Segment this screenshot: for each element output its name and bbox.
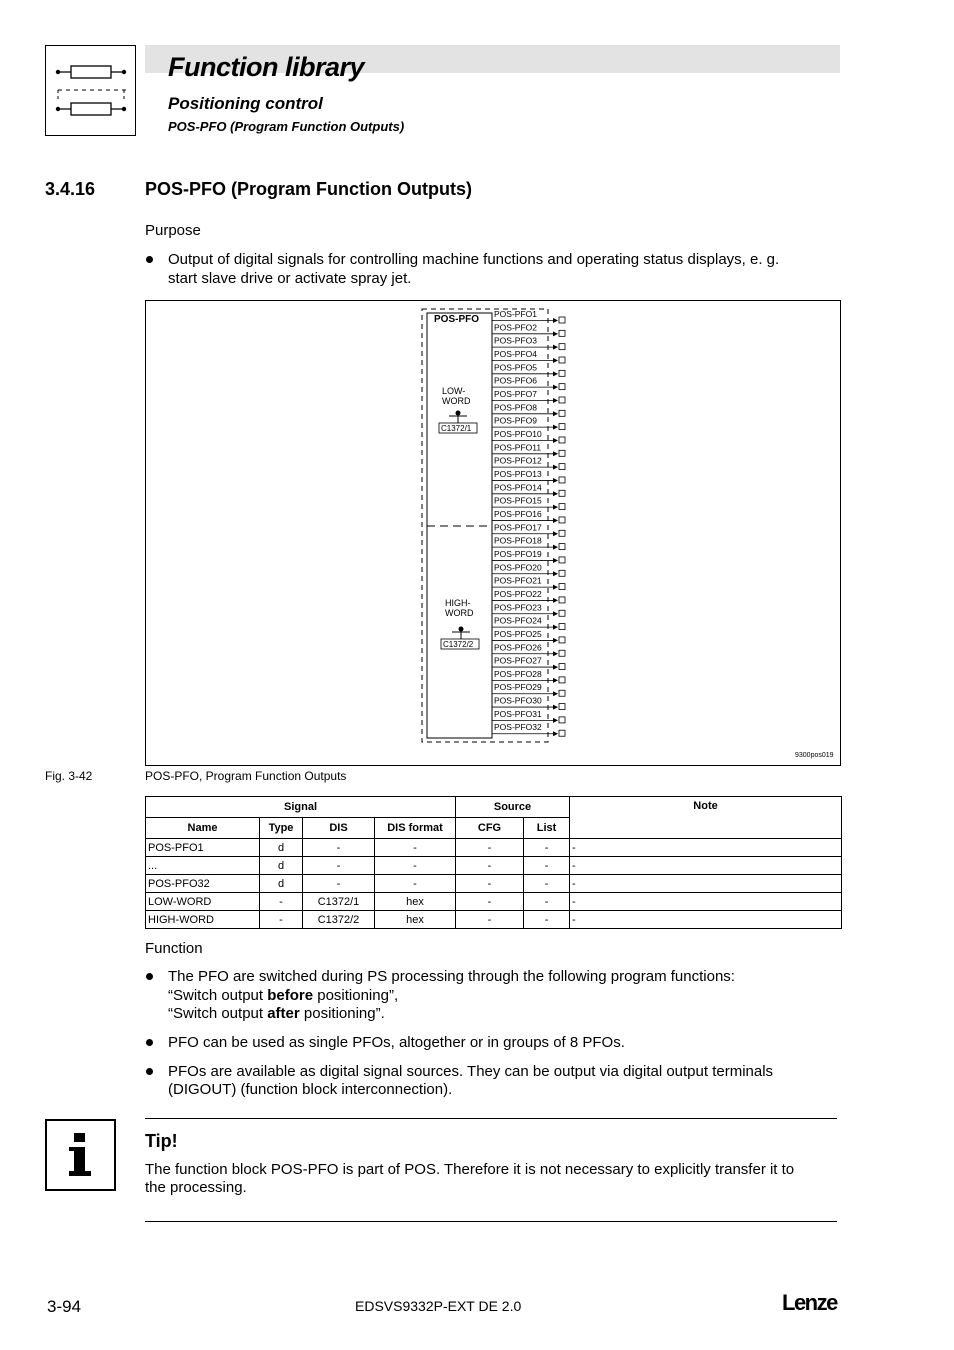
bullet-icon — [146, 256, 153, 263]
arrow-icon — [553, 518, 558, 523]
arrow-icon — [553, 465, 558, 470]
output-row — [492, 362, 565, 376]
cell-list: - — [524, 857, 570, 875]
output-row — [492, 629, 565, 643]
display-point-icon — [459, 627, 464, 632]
cell-note: - — [570, 857, 842, 875]
arrow-icon — [553, 585, 558, 590]
page-title: Function library — [168, 52, 365, 82]
cell-name: HIGH-WORD — [146, 911, 260, 929]
arrow-icon — [553, 598, 558, 603]
output-terminal-icon — [559, 637, 565, 643]
lenze-logo: Lenze — [782, 1290, 837, 1315]
cell-name: ... — [146, 857, 260, 875]
output-terminal-icon — [559, 530, 565, 536]
output-row — [492, 522, 565, 536]
arrow-icon — [553, 438, 558, 443]
cell-cfg: - — [456, 911, 524, 929]
output-terminal-icon — [559, 317, 565, 323]
arrow-icon — [553, 611, 558, 616]
output-row — [492, 642, 565, 656]
arrow-icon — [553, 358, 558, 363]
arrow-icon — [553, 691, 558, 696]
output-label: POS-PFO29 — [494, 682, 542, 693]
arrow-icon — [553, 638, 558, 643]
output-terminal-icon — [559, 570, 565, 576]
cell-dis: - — [303, 839, 375, 857]
output-row — [492, 496, 565, 510]
cell-dis-format: hex — [375, 911, 456, 929]
output-terminal-icon — [559, 677, 565, 683]
function-bullet3-line1: PFOs are available as digital signal sources. They can be output via digital output terminals — [168, 1063, 774, 1080]
header-type: Type — [260, 818, 303, 839]
output-terminal-icon — [559, 624, 565, 630]
output-label: POS-PFO8 — [494, 402, 537, 413]
header-note: Note — [570, 797, 842, 839]
table-row — [146, 839, 842, 857]
output-label: POS-PFO1 — [494, 309, 537, 319]
header-cfg: CFG — [456, 818, 524, 839]
output-terminal-icon — [559, 597, 565, 603]
cell-note: - — [570, 893, 842, 911]
function-bullet1-line2: “Switch output before positioning”, — [168, 987, 399, 1004]
section-title: POS-PFO (Program Function Outputs) — [145, 179, 472, 199]
output-terminal-icon — [559, 557, 565, 563]
cell-dis: C1372/1 — [303, 893, 375, 911]
arrow-icon — [553, 718, 558, 723]
cell-note: - — [570, 911, 842, 929]
output-row — [492, 442, 565, 456]
cell-cfg: - — [456, 893, 524, 911]
tip-text-line2: the processing. — [145, 1179, 247, 1196]
info-icon — [45, 1119, 116, 1191]
output-label: POS-PFO14 — [494, 482, 542, 493]
output-label: POS-PFO3 — [494, 335, 537, 346]
table-row — [146, 857, 842, 875]
cell-name: POS-PFO1 — [146, 839, 260, 857]
output-label: POS-PFO7 — [494, 388, 537, 399]
output-row — [492, 549, 565, 563]
cell-type: - — [260, 911, 303, 929]
output-terminal-icon — [559, 704, 565, 710]
output-terminal-icon — [559, 437, 565, 443]
cell-type: d — [260, 839, 303, 857]
arrow-icon — [553, 331, 558, 336]
arrow-icon — [553, 318, 558, 323]
output-label: POS-PFO23 — [494, 602, 542, 613]
output-terminal-icon — [559, 690, 565, 696]
output-label: POS-PFO18 — [494, 535, 542, 546]
arrow-icon — [553, 451, 558, 456]
output-label: POS-PFO12 — [494, 455, 542, 466]
low-word-label: WORD — [442, 396, 471, 406]
output-label: POS-PFO10 — [494, 428, 542, 439]
output-row — [492, 429, 565, 443]
cell-dis: - — [303, 875, 375, 893]
output-label: POS-PFO26 — [494, 642, 542, 653]
output-label: POS-PFO16 — [494, 508, 542, 519]
output-terminal-icon — [559, 517, 565, 523]
output-label: POS-PFO15 — [494, 495, 542, 506]
output-row — [492, 469, 565, 483]
cell-note: - — [570, 839, 842, 857]
output-terminal-icon — [559, 464, 565, 470]
cell-cfg: - — [456, 839, 524, 857]
arrow-icon — [553, 345, 558, 350]
arrow-icon — [553, 665, 558, 670]
output-row — [492, 589, 565, 603]
cell-dis: - — [303, 857, 375, 875]
arrow-icon — [553, 398, 558, 403]
output-terminal-icon — [559, 450, 565, 456]
output-row — [492, 416, 565, 430]
bullet-icon — [146, 1068, 153, 1075]
header-signal: Signal — [146, 797, 456, 818]
output-terminal-icon — [559, 717, 565, 723]
cell-name: LOW-WORD — [146, 893, 260, 911]
output-label: POS-PFO22 — [494, 588, 542, 599]
output-terminal-icon — [559, 410, 565, 416]
output-row — [492, 709, 565, 723]
high-word-label: HIGH- — [445, 598, 471, 608]
output-label: POS-PFO9 — [494, 415, 537, 426]
arrow-icon — [553, 531, 558, 536]
tip-bottom-rule — [145, 1221, 837, 1222]
output-terminal-icon — [559, 650, 565, 656]
output-row — [492, 602, 565, 616]
arrow-icon — [553, 558, 558, 563]
tip-text-line1: The function block POS-PFO is part of POS. Therefore it is not necessary to explicitly transfer it to — [145, 1161, 795, 1178]
figure-caption: POS-PFO, Program Function Outputs — [145, 769, 347, 783]
output-terminal-icon — [559, 344, 565, 350]
cell-dis-format: - — [375, 839, 456, 857]
table-row — [146, 893, 842, 911]
output-label: POS-PFO25 — [494, 628, 542, 639]
arrow-icon — [553, 678, 558, 683]
function-heading: Function — [145, 940, 203, 957]
arrow-icon — [553, 425, 558, 430]
arrow-icon — [553, 625, 558, 630]
output-row — [492, 349, 565, 363]
output-label: POS-PFO31 — [494, 708, 542, 719]
output-label: POS-PFO17 — [494, 522, 542, 533]
output-terminal-icon — [559, 664, 565, 670]
output-label: POS-PFO5 — [494, 362, 537, 373]
display-point-icon — [456, 411, 461, 416]
output-label: POS-PFO19 — [494, 548, 542, 559]
arrow-icon — [553, 705, 558, 710]
output-row — [492, 309, 565, 323]
output-label: POS-PFO2 — [494, 322, 537, 333]
purpose-text-line1: Output of digital signals for controlling machine functions and operating status displays, e. g. — [168, 251, 780, 268]
output-terminal-icon — [559, 397, 565, 403]
output-row — [492, 656, 565, 670]
cell-list: - — [524, 839, 570, 857]
output-label: POS-PFO20 — [494, 562, 542, 573]
output-row — [492, 669, 565, 683]
header-list: List — [524, 818, 570, 839]
output-label: POS-PFO11 — [494, 442, 542, 453]
output-label: POS-PFO28 — [494, 668, 542, 679]
output-row — [492, 389, 565, 403]
output-terminal-icon — [559, 584, 565, 590]
chapter-title: Positioning control — [168, 94, 323, 113]
header-dis-format: DIS format — [375, 818, 456, 839]
output-row — [492, 456, 565, 470]
arrow-icon — [553, 371, 558, 376]
output-row — [492, 402, 565, 416]
function-bullet1-line3: “Switch output after positioning”. — [168, 1005, 385, 1022]
output-row — [492, 616, 565, 630]
output-terminal-icon — [559, 544, 565, 550]
high-word-label: WORD — [445, 608, 474, 618]
cell-list: - — [524, 875, 570, 893]
arrow-icon — [553, 385, 558, 390]
output-terminal-icon — [559, 610, 565, 616]
output-row — [492, 576, 565, 590]
output-label: POS-PFO30 — [494, 695, 542, 706]
cell-dis-format: hex — [375, 893, 456, 911]
output-terminal-icon — [559, 370, 565, 376]
document-id: EDSVS9332P-EXT DE 2.0 — [355, 1298, 522, 1314]
arrow-icon — [553, 411, 558, 416]
table-row — [146, 911, 842, 929]
cell-note: - — [570, 875, 842, 893]
function-bullet3-line2: (DIGOUT) (function block interconnection). — [168, 1081, 453, 1098]
output-label: POS-PFO24 — [494, 615, 542, 626]
output-label: POS-PFO27 — [494, 655, 542, 666]
bullet-icon — [146, 1039, 153, 1046]
cell-list: - — [524, 893, 570, 911]
arrow-icon — [553, 545, 558, 550]
cell-type: d — [260, 857, 303, 875]
page-number: 3-94 — [47, 1297, 82, 1316]
purpose-heading: Purpose — [145, 222, 201, 239]
arrow-icon — [553, 478, 558, 483]
cell-dis: C1372/2 — [303, 911, 375, 929]
header-dis: DIS — [303, 818, 375, 839]
cell-type: - — [260, 893, 303, 911]
pos-pfo-block-diagram — [145, 300, 841, 766]
output-row — [492, 696, 565, 710]
section-number: 3.4.16 — [45, 179, 96, 199]
low-word-code: C1372/1 — [441, 424, 472, 433]
arrow-icon — [553, 571, 558, 576]
output-label: POS-PFO21 — [494, 575, 542, 586]
cell-cfg: - — [456, 875, 524, 893]
output-row — [492, 509, 565, 523]
cell-name: POS-PFO32 — [146, 875, 260, 893]
output-row — [492, 682, 565, 696]
figure-code: 9300pos019 — [795, 752, 834, 759]
output-terminal-icon — [559, 330, 565, 336]
tip-top-rule — [145, 1118, 837, 1119]
tip-heading: Tip! — [145, 1131, 178, 1151]
output-terminal-icon — [559, 424, 565, 430]
cell-cfg: - — [456, 857, 524, 875]
arrow-icon — [553, 731, 558, 736]
output-row — [492, 562, 565, 576]
cell-dis-format: - — [375, 857, 456, 875]
header-name: Name — [146, 818, 260, 839]
output-label: POS-PFO6 — [494, 375, 537, 386]
output-label: POS-PFO32 — [494, 722, 542, 733]
output-row — [492, 336, 565, 350]
output-label: POS-PFO13 — [494, 468, 542, 479]
output-terminal-icon — [559, 730, 565, 736]
cell-type: d — [260, 875, 303, 893]
function-bullet2: PFO can be used as single PFOs, altogether or in groups of 8 PFOs. — [168, 1034, 625, 1051]
output-terminal-icon — [559, 357, 565, 363]
output-row — [492, 536, 565, 550]
arrow-icon — [553, 651, 558, 656]
function-bullet1-line1: The PFO are switched during PS processing through the following program functions: — [168, 968, 735, 985]
header-source: Source — [456, 797, 570, 818]
signal-table — [145, 796, 842, 929]
arrow-icon — [553, 505, 558, 510]
section-subtitle: POS-PFO (Program Function Outputs) — [168, 119, 405, 134]
output-row — [492, 722, 565, 736]
output-terminal-icon — [559, 477, 565, 483]
table-row — [146, 875, 842, 893]
block-title: POS-PFO — [434, 314, 480, 325]
figure-label: Fig. 3-42 — [45, 769, 93, 783]
purpose-text-line2: start slave drive or activate spray jet. — [168, 270, 412, 287]
high-word-code: C1372/2 — [443, 640, 474, 649]
output-terminal-icon — [559, 384, 565, 390]
output-terminal-icon — [559, 504, 565, 510]
output-label: POS-PFO4 — [494, 348, 537, 359]
arrow-icon — [553, 491, 558, 496]
output-row — [492, 482, 565, 496]
output-terminal-icon — [559, 490, 565, 496]
low-word-label: LOW- — [442, 386, 466, 396]
function-library-icon — [45, 45, 136, 136]
cell-dis-format: - — [375, 875, 456, 893]
output-row — [492, 376, 565, 390]
output-row — [492, 322, 565, 336]
bullet-icon — [146, 973, 153, 980]
cell-list: - — [524, 911, 570, 929]
